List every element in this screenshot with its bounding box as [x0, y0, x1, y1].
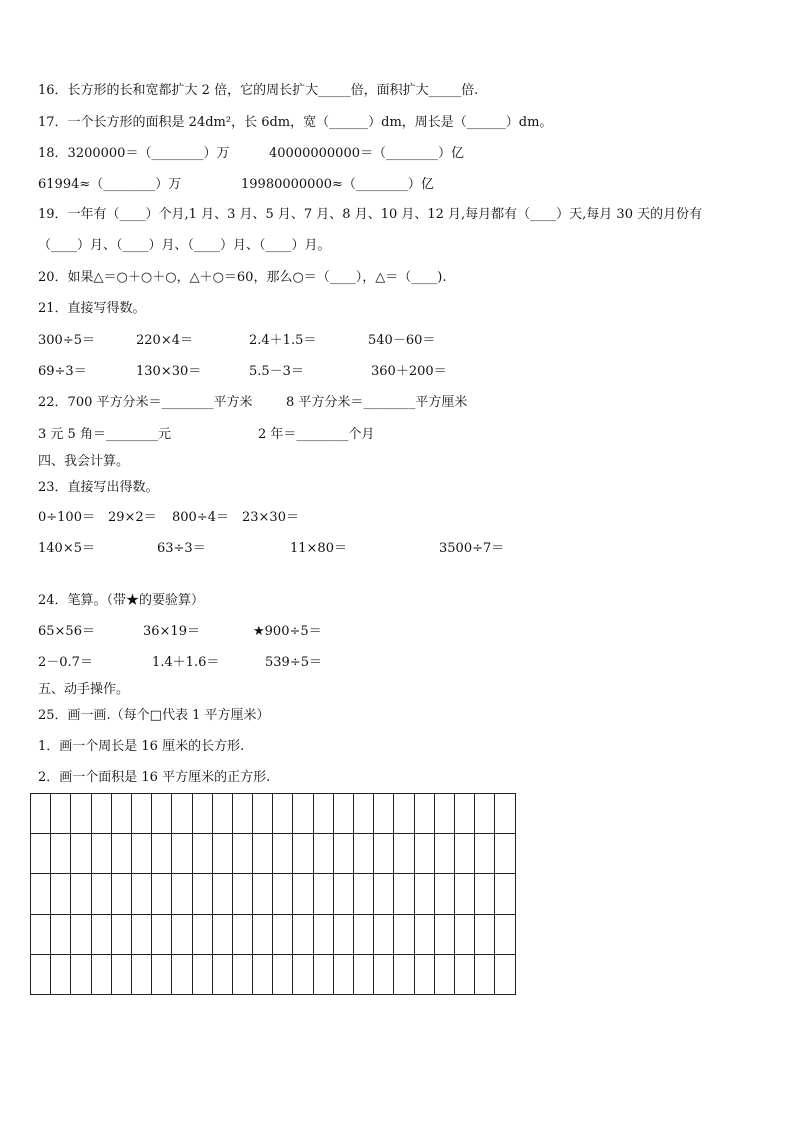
question-21-item: 130×30＝ [136, 364, 202, 379]
grid-cell[interactable] [253, 914, 273, 954]
question-23-item: 23×30＝ [242, 510, 299, 525]
grid-cell[interactable] [31, 834, 51, 874]
question-18-part-a: 18．3200000＝（________）万 [38, 146, 230, 161]
grid-cell[interactable] [394, 954, 414, 994]
grid-cell[interactable] [475, 914, 495, 954]
question-20: 20．如果△＝○＋○＋○，△＋○＝60，那么○＝（____），△＝（____). [38, 270, 447, 285]
question-22-part-b: 8 平方分米＝________平方厘米 [286, 395, 468, 410]
grid-cell[interactable] [354, 954, 374, 994]
grid-cell[interactable] [354, 874, 374, 914]
grid-row [31, 794, 516, 834]
grid-cell[interactable] [354, 914, 374, 954]
grid-cell[interactable] [172, 794, 192, 834]
grid-cell[interactable] [172, 914, 192, 954]
grid-cell[interactable] [434, 794, 454, 834]
question-23-item: 11×80＝ [290, 541, 347, 556]
question-21-item: 5.5－3＝ [249, 364, 304, 379]
question-25-title: 25．画一画.（每个□代表 1 平方厘米） [38, 708, 270, 723]
grid-cell[interactable] [454, 914, 474, 954]
grid-cell[interactable] [394, 794, 414, 834]
grid-cell[interactable] [495, 914, 515, 954]
grid-cell[interactable] [31, 914, 51, 954]
grid-cell[interactable] [293, 914, 313, 954]
grid-cell[interactable] [374, 794, 394, 834]
grid-cell[interactable] [475, 794, 495, 834]
grid-cell[interactable] [434, 954, 454, 994]
grid-cell[interactable] [414, 954, 434, 994]
grid-cell[interactable] [414, 794, 434, 834]
grid-cell[interactable] [51, 874, 71, 914]
question-24-item: 539÷5＝ [265, 655, 322, 670]
grid-cell[interactable] [333, 954, 353, 994]
grid-cell[interactable] [131, 914, 151, 954]
grid-cell[interactable] [354, 794, 374, 834]
grid-cell[interactable] [313, 834, 333, 874]
grid-cell[interactable] [91, 914, 111, 954]
grid-cell[interactable] [212, 834, 232, 874]
grid-cell[interactable] [71, 794, 91, 834]
grid-cell[interactable] [313, 794, 333, 834]
grid-cell[interactable] [414, 834, 434, 874]
grid-cell[interactable] [273, 954, 293, 994]
grid-cell[interactable] [454, 954, 474, 994]
grid-cell[interactable] [91, 954, 111, 994]
grid-cell[interactable] [454, 834, 474, 874]
question-24-item: 36×19＝ [143, 624, 200, 639]
grid-cell[interactable] [152, 794, 172, 834]
grid-cell[interactable] [232, 914, 252, 954]
grid-row [31, 874, 516, 914]
grid-row [31, 914, 516, 954]
grid-cell[interactable] [313, 914, 333, 954]
question-24-item: 65×56＝ [38, 624, 95, 639]
grid-cell[interactable] [71, 954, 91, 994]
grid-cell[interactable] [394, 914, 414, 954]
grid-cell[interactable] [475, 874, 495, 914]
grid-cell[interactable] [434, 834, 454, 874]
grid-cell[interactable] [253, 954, 273, 994]
grid-cell[interactable] [111, 954, 131, 994]
grid-cell[interactable] [293, 834, 313, 874]
grid-cell[interactable] [212, 914, 232, 954]
grid-cell[interactable] [192, 794, 212, 834]
grid-cell[interactable] [333, 874, 353, 914]
grid-cell[interactable] [111, 874, 131, 914]
question-24-item: ★900÷5＝ [253, 624, 322, 639]
question-24-item: 1.4＋1.6＝ [152, 655, 220, 670]
grid-cell[interactable] [71, 874, 91, 914]
grid-cell[interactable] [475, 834, 495, 874]
grid-cell[interactable] [273, 834, 293, 874]
grid-cell[interactable] [131, 834, 151, 874]
grid-cell[interactable] [131, 954, 151, 994]
grid-cell[interactable] [31, 874, 51, 914]
grid-cell[interactable] [51, 954, 71, 994]
grid-cell[interactable] [434, 914, 454, 954]
grid-cell[interactable] [91, 834, 111, 874]
question-24-item: 2－0.7＝ [38, 655, 93, 670]
grid-cell[interactable] [51, 914, 71, 954]
question-21-item: 300÷5＝ [38, 333, 95, 348]
grid-cell[interactable] [495, 794, 515, 834]
grid-cell[interactable] [495, 954, 515, 994]
question-25-task-2: 2．画一个面积是 16 平方厘米的正方形. [38, 770, 271, 785]
question-23-item: 63÷3＝ [157, 541, 206, 556]
grid-cell[interactable] [131, 874, 151, 914]
grid-cell[interactable] [152, 834, 172, 874]
grid-cell[interactable] [374, 914, 394, 954]
grid-cell[interactable] [495, 874, 515, 914]
grid-row [31, 954, 516, 994]
grid-cell[interactable] [51, 834, 71, 874]
grid-cell[interactable] [91, 794, 111, 834]
question-23-item: 140×5＝ [38, 541, 95, 556]
grid-cell[interactable] [232, 834, 252, 874]
question-25-task-1: 1．画一个周长是 16 厘米的长方形. [38, 739, 245, 754]
question-18-part-b: 40000000000＝（________）亿 [269, 146, 464, 161]
grid-cell[interactable] [131, 794, 151, 834]
grid-cell[interactable] [293, 954, 313, 994]
grid-cell[interactable] [313, 954, 333, 994]
grid-cell[interactable] [374, 834, 394, 874]
grid-cell[interactable] [212, 874, 232, 914]
question-19-line-2: （____）月、（____）月、（____）月、（____）月。 [38, 238, 331, 253]
grid-cell[interactable] [273, 914, 293, 954]
section-5-heading: 五、动手操作。 [38, 682, 130, 697]
grid-cell[interactable] [71, 914, 91, 954]
question-23-item: 800÷4＝ [172, 510, 229, 525]
grid-cell[interactable] [434, 874, 454, 914]
grid-cell[interactable] [333, 794, 353, 834]
question-19-line-1: 19．一年有（____）个月,1 月、3 月、5 月、7 月、8 月、10 月、12 月,每月都有（____）天,每月 30 天的月份有 [38, 207, 703, 222]
grid-cell[interactable] [293, 794, 313, 834]
section-4-heading: 四、我会计算。 [38, 454, 130, 469]
grid-cell[interactable] [374, 954, 394, 994]
question-22-part-d: 2 年＝________个月 [258, 427, 375, 442]
grid-cell[interactable] [394, 874, 414, 914]
drawing-grid[interactable] [30, 793, 516, 995]
grid-cell[interactable] [192, 954, 212, 994]
grid-cell[interactable] [111, 794, 131, 834]
grid-cell[interactable] [91, 874, 111, 914]
grid-cell[interactable] [475, 954, 495, 994]
question-17: 17．一个长方形的面积是 24dm²，长 6dm，宽（______）dm，周长是（______）dm。 [38, 115, 553, 130]
grid-cell[interactable] [454, 874, 474, 914]
grid-cell[interactable] [253, 874, 273, 914]
grid-cell[interactable] [212, 794, 232, 834]
question-24-title: 24．笔算。（带★的要验算） [38, 593, 205, 608]
grid-cell[interactable] [454, 794, 474, 834]
question-21-item: 540－60＝ [368, 333, 436, 348]
grid-cell[interactable] [111, 914, 131, 954]
grid-cell[interactable] [152, 914, 172, 954]
grid-cell[interactable] [232, 874, 252, 914]
grid-cell[interactable] [333, 834, 353, 874]
grid-cell[interactable] [192, 874, 212, 914]
grid-cell[interactable] [313, 874, 333, 914]
grid-cell[interactable] [273, 794, 293, 834]
question-22-part-a: 22．700 平方分米＝________平方米 [38, 395, 253, 410]
question-23-item: 3500÷7＝ [439, 541, 505, 556]
grid-cell[interactable] [31, 954, 51, 994]
grid-cell[interactable] [414, 874, 434, 914]
question-23-title: 23．直接写出得数。 [38, 480, 159, 495]
grid-cell[interactable] [354, 834, 374, 874]
grid-cell[interactable] [172, 874, 192, 914]
question-21-item: 69÷3＝ [38, 364, 87, 379]
question-23-item: 29×2＝ [108, 510, 157, 525]
grid-cell[interactable] [495, 834, 515, 874]
question-18-part-d: 19980000000≈（________）亿 [241, 177, 434, 192]
question-21-item: 2.4＋1.5＝ [249, 333, 317, 348]
grid-cell[interactable] [51, 794, 71, 834]
grid-cell[interactable] [192, 834, 212, 874]
grid-cell[interactable] [333, 914, 353, 954]
question-18-part-c: 61994≈（________）万 [38, 177, 182, 192]
question-23-item: 0÷100＝ [38, 510, 95, 525]
grid-cell[interactable] [71, 834, 91, 874]
grid-cell[interactable] [273, 874, 293, 914]
grid-cell[interactable] [152, 954, 172, 994]
grid-cell[interactable] [394, 834, 414, 874]
question-16: 16．长方形的长和宽都扩大 2 倍，它的周长扩大_____倍，面积扩大_____倍. [38, 83, 479, 98]
grid-cell[interactable] [172, 834, 192, 874]
grid-cell[interactable] [31, 794, 51, 834]
grid-cell[interactable] [253, 834, 273, 874]
question-22-part-c: 3 元 5 角＝________元 [38, 427, 171, 442]
question-21-item: 220×4＝ [136, 333, 193, 348]
grid-cell[interactable] [111, 834, 131, 874]
question-21-title: 21．直接写得数。 [38, 301, 146, 316]
grid-cell[interactable] [253, 794, 273, 834]
grid-cell[interactable] [192, 914, 212, 954]
grid-cell[interactable] [232, 954, 252, 994]
grid-cell[interactable] [414, 914, 434, 954]
grid-cell[interactable] [172, 954, 192, 994]
question-21-item: 360＋200＝ [371, 364, 447, 379]
grid-cell[interactable] [212, 954, 232, 994]
grid-cell[interactable] [232, 794, 252, 834]
grid-cell[interactable] [293, 874, 313, 914]
grid-cell[interactable] [374, 874, 394, 914]
grid-cell[interactable] [152, 874, 172, 914]
grid-row [31, 834, 516, 874]
